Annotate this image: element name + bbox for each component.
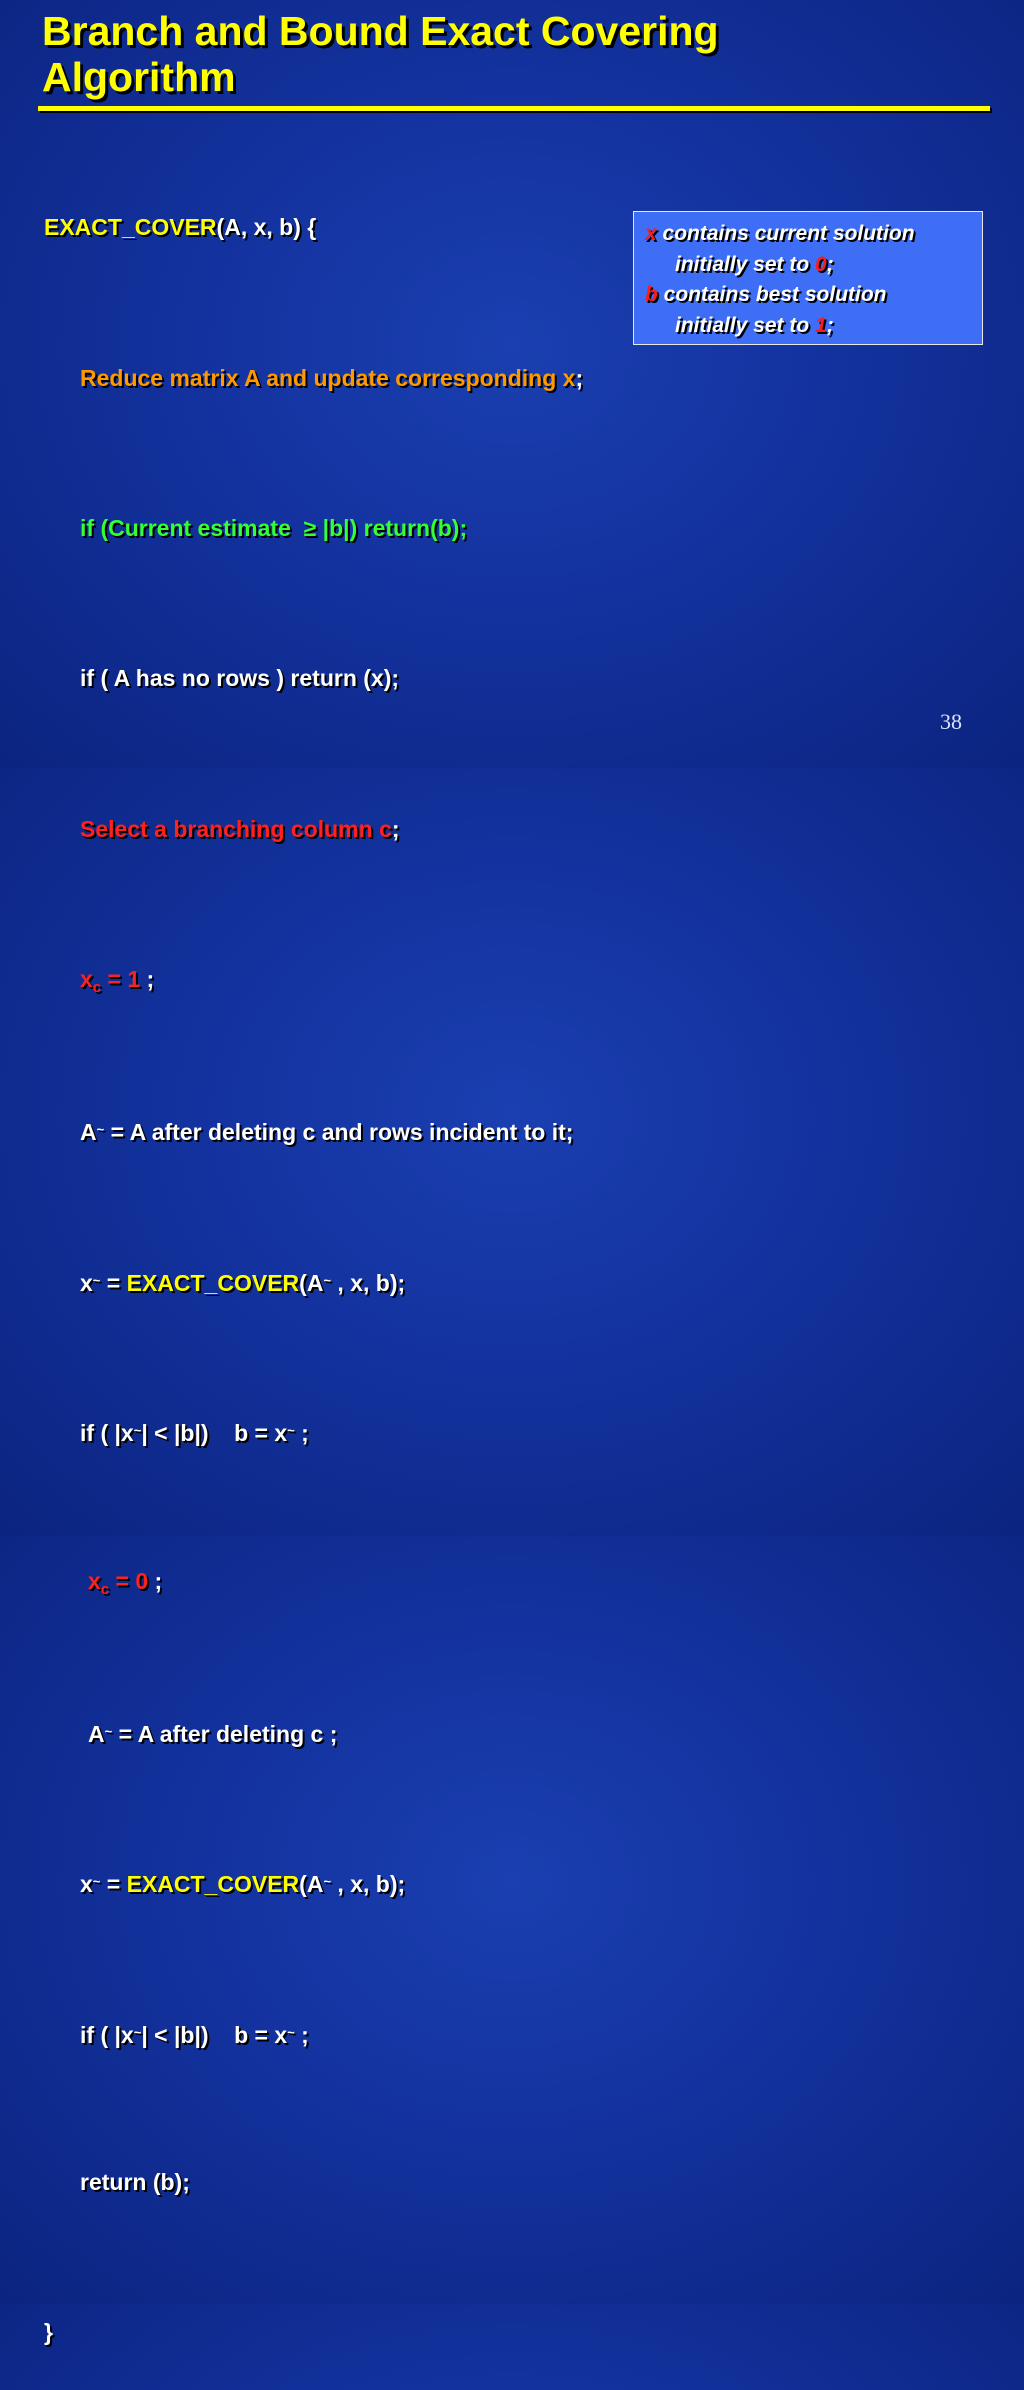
note-line-4: initially set to 1; (675, 313, 834, 337)
title-line-2: Algorithm (42, 54, 236, 100)
function-name: EXACT_COVER (44, 214, 217, 241)
code-line-9: if ( |x~| < |b|) b = x~ ; (80, 1420, 309, 1447)
note-line-3: b contains best solution (645, 283, 887, 306)
code-line-14: return (b); (80, 2169, 190, 2196)
note-line-2: initially set to 0; (675, 252, 834, 276)
title-underline (38, 106, 990, 111)
page-number: 38 (940, 709, 962, 734)
code-line-10: $x_c = 0$ ; (88, 1567, 163, 1598)
code-line-2: Reduce matrix A and update corresponding x; (80, 364, 584, 391)
function-signature: (A, x, b) { (216, 214, 317, 241)
code-line-4: if ( A has no rows ) return (x); (80, 665, 400, 692)
code-line-7: A~ = A after deleting c and rows incident to it; (80, 1119, 574, 1146)
function-name: EXACT_COVER (126, 1871, 300, 1898)
solution-note-box (633, 211, 983, 345)
title-line-1: Branch and Bound Exact Covering (42, 8, 719, 54)
code-line-1 (44, 209, 583, 247)
note-line-1: x contains current solution (645, 222, 915, 245)
code-line-11: A~ = A after deleting c ; (88, 1720, 338, 1747)
code-line-5: Select a branching column c; (80, 815, 400, 842)
code-line-15: } (44, 2319, 53, 2346)
code-line-13: if ( |x~| < |b|) b = x~ ; (80, 2021, 309, 2048)
code-line-3: if (Current estimate ≥ |b|) return(b); (80, 514, 468, 541)
code-line-8: x~ = EXACT_COVER(A~ , x, b); (80, 1269, 406, 1296)
pseudocode-block (44, 134, 583, 2390)
code-line-12: x~ = EXACT_COVER(A~ , x, b); (80, 1871, 406, 1898)
slide-title (42, 8, 992, 100)
function-name: EXACT_COVER (126, 1269, 300, 1296)
code-line-6: $x_c = 1$ ; (80, 966, 155, 997)
